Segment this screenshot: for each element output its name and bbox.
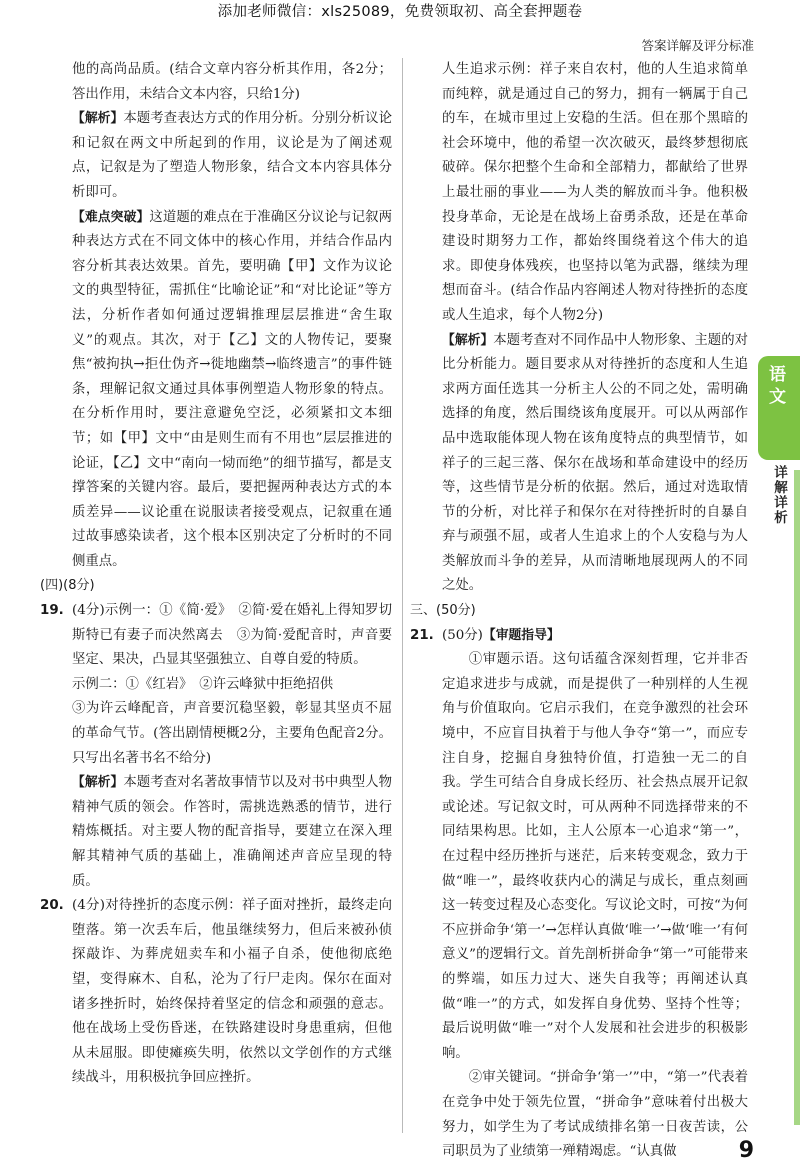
- question-19-example-two-detail: ③为许云峰配音，声音要沉稳坚毅，彰显其坚贞不屈的革命气节。(答出剧情梗概2分，主要角色配音2分。只写出名著书名不给分): [72, 701, 392, 766]
- question-21-points: (50分): [442, 627, 483, 643]
- column-divider: [402, 58, 403, 1133]
- left-continuation-paragraph: 他的高尚品质。(结合文章内容分析其作用，各2分；答出作用，未结合文本内容，只给1分): [72, 62, 392, 102]
- question-20: [40, 894, 392, 1091]
- subject-label: 语文: [769, 365, 786, 407]
- right-column: [410, 58, 748, 1165]
- question-20-answer: (4分)对待挫折的态度示例：祥子面对挫折，最终走向堕落。第一次丢车后，他虽继续努力，但后来被孙侦探敲诈、为葬虎妞卖车和小福子自杀，使他彻底绝望，变得麻木、自私，沦为了行尸走肉。保尔在面对诸多挫折时，始终保持着坚定的信念和顽强的意志。他在战场上受伤昏迷，在铁路建设时身患重病，但他从未屈服。即使瘫痪失明，依然以文学创作的方式继续战斗，用积极抗争回应挫折。: [72, 898, 392, 1086]
- difficulty-text: 这道题的难点在于准确区分议论与记叙两种表达方式在不同文体中的核心作用，并结合作品内容分析其表达效果。首先，要明确【甲】文作为议论文的典型特征，需抓住“比喻论证”和“对比论证”等方法，分析作者如何通过逻辑推理层层推进“舍生取义”的观点。其次，对于【乙】文的人物传记，要聚焦“被拘执→拒仕伪齐→徙地幽禁→临终遗言”的事件链条，理解记叙文通过具体事例塑造人物形象的特点。在分析作用时，要注意避免空泛，必须紧扣文本细节；如【甲】文中“由是则生而有不用也”层层推进的论证，【乙】文中“南向一恸而绝”的细节描写，都是支撑答案的关键内容。最后，要把握两种表达方式的本质差异——议论重在说服读者接受观点，记叙重在通过故事感染读者，这个根本区别决定了分析时的不同侧重点。: [72, 209, 393, 569]
- section-side-label: 详解详析: [774, 465, 788, 526]
- page-number: 9: [738, 1138, 754, 1163]
- analysis-text: 本题考查对不同作品中人物形象、主题的对比分析能力。题目要求从对待挫折的态度和人生追求两方面任选其一分析主人公的不同之处，需明确选择的角度，然后围绕该角度展开。可以从两部作品中选取能体现人物在该角度特点的典型情节，如祥子的三起三落、保尔在战场和革命建设中的经历等，这些情节是分析的依据。然后，通过对选取情节的分析，对比祥子和保尔在对待挫折时的自暴自弃与顽强不屈，或者人生追求上的个人安稳与为人类解放而斗争的差异，从而清晰地展现两人的不同之处。: [442, 332, 749, 594]
- guidance-paragraph-1: ①审题示语。这句话蕴含深刻哲理，它并非否定追求进步与成就，而是提供了一种别样的人生视角与价值取向。它启示我们，在竞争激烈的社会环境中，不应盲目执着于与他人争夺“第一”，而应专注自身，挖掘自身独特价值，打造独一无二的自我。学生可结合自身成长经历、社会热点展开记叙或论述。写记叙文时，可从两种不同选择带来的不同结果构思。比如，主人公原本一心追求“第一”，在过程中经历挫折与迷茫，后来转变观念，致力于做“唯一”，最终收获内心的满足与成长，重点刻画这一转变过程及心态变化。写议论文时，可按“为何不应拼命争‘第一’→怎样认真做‘唯一’→做‘唯一’有何意义”的逻辑行文。首先剖析拼命争“第一”可能带来的弊端，如压力过大、迷失自我等；再阐述认真做“唯一”的方式，如发挥自身优势、坚持个性等；最后说明做“唯一”对个人发展和社会进步的积极影响。: [442, 652, 748, 1061]
- header-title: 答案详解及评分标准: [641, 38, 754, 53]
- question-number: 20.: [40, 898, 64, 914]
- top-banner: 添加老师微信：xls25089，免费领取初、高全套押题卷: [217, 4, 583, 20]
- section-four-heading: (四)(8分): [40, 578, 95, 594]
- subject-tab: [758, 356, 800, 460]
- guidance-tag: 【审题指导】: [482, 627, 560, 643]
- analysis-paragraph-18: [40, 107, 392, 205]
- analysis-text: 本题考查表达方式的作用分析。分别分析议论和记叙在两文中所起到的作用，议论是为了阐述观点，记叙是为了塑造人物形象，结合文本内容具体分析即可。: [72, 111, 393, 200]
- section-three-heading: 三、(50分): [410, 603, 476, 619]
- analysis-tag: 【解析】: [72, 775, 124, 791]
- analysis-tag: 【解析】: [442, 332, 494, 348]
- question-19-answer: (4分)示例一：①《简·爱》 ②简·爱在婚礼上得知罗切斯特已有妻子而决然离去 ③为简·爱配音时，声音要坚定、果决，凸显其坚强独立、自尊自爱的特质。: [72, 603, 392, 668]
- side-accent-bar: [794, 470, 800, 1125]
- question-19: [40, 599, 392, 673]
- question-20-continued: 人生追求示例：祥子来自农村，他的人生追求简单而纯粹，就是通过自己的努力，拥有一辆属于自己的车，在城市里过上安稳的生活。但在那个黑暗的社会环境中，他的希望一次次破灭，最终梦想彻底破碎。保尔把整个生命和全部精力，都献给了世界上最壮丽的事业——为人类的解放而斗争。他积极投身革命，无论是在战场上奋勇杀敌，还是在革命建设时期努力工作，都始终围绕着这个伟大的追求。即使身体残疾，也坚持以笔为武器，继续为理想而奋斗。(结合作品内容阐述人物对待挫折的态度或人生追求，每个人物2分): [442, 62, 748, 323]
- analysis-paragraph-20: [410, 329, 748, 600]
- analysis-text: 本题考查对名著故事情节以及对书中典型人物精神气质的领会。作答时，需挑选熟悉的情节，进行精炼概括。对主要人物的配音指导，要建立在深入理解其精神气质的基础上，准确阐述声音应呈现的特质。: [72, 775, 393, 889]
- analysis-tag: 【解析】: [72, 111, 124, 127]
- analysis-paragraph-19: [40, 771, 392, 894]
- question-21-heading: [410, 624, 748, 649]
- question-number: 19.: [40, 603, 64, 619]
- question-19-example-two: 示例二：①《红岩》 ②许云峰狱中拒绝招供: [72, 676, 334, 692]
- left-column: [40, 58, 392, 1091]
- question-number: 21.: [410, 627, 434, 643]
- difficulty-tag: 【难点突破】: [72, 209, 150, 225]
- difficulty-paragraph: [40, 206, 392, 575]
- guidance-paragraph-2: ②审关键词。“拼命争‘第一’”中，“第一”代表着在竞争中处于领先位置，“拼命争”意味着付出极大努力，如学生为了考试成绩排名第一日夜苦读，公司职员为了业绩第一殚精竭虑。“认真做: [442, 1070, 748, 1160]
